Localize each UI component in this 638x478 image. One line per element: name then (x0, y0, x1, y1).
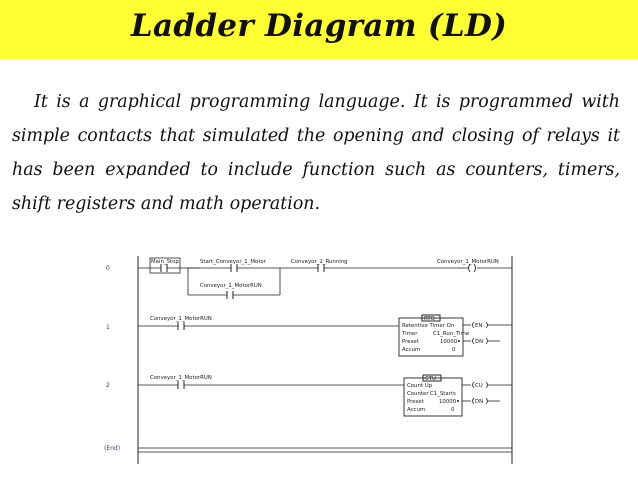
contact-label-rung2: Conveyor_1_MotorRUN (150, 375, 212, 381)
rto-row-value-2: 0 (452, 347, 456, 353)
ladder-diagram (88, 252, 524, 468)
ctu-row-label-2: Accum (407, 407, 426, 413)
rto-row-label-2: Accum (402, 347, 421, 353)
contact-label-main-stop: Main_Stop (151, 259, 179, 265)
rung-0 (138, 258, 512, 299)
title-banner (0, 0, 638, 60)
contact-label-start: Start_Conveyor_1_Motor (200, 259, 266, 265)
rung-end (138, 448, 512, 452)
rto-row-value-1: 10000 (440, 339, 458, 345)
ctu-row-value-0: C1_Starts (430, 391, 456, 397)
ctu-row-label-0: Counter (407, 391, 429, 397)
contact-label-branch: Conveyor_1_MotorRUN (200, 283, 262, 289)
ctu-output-dn: DN (475, 399, 484, 405)
rto-row-value-0: C1_Run_Time (433, 331, 470, 337)
contact-label-rung1: Conveyor_1_MotorRUN (150, 316, 212, 322)
ctu-block-type: CTU (425, 376, 437, 382)
rto-block-title: Retentive Timer On (402, 323, 455, 329)
ctu-block-title: Count Up (407, 383, 433, 389)
rung-number-1: 1 (106, 324, 110, 331)
rto-output-en: EN (475, 323, 483, 329)
rung-2 (138, 375, 512, 416)
rto-block-type: RTO (424, 316, 435, 322)
rto-output-dn: DN (475, 339, 484, 345)
contact-label-conveyor2: Conveyor_2_Running (291, 259, 348, 265)
coil-label: Conveyor_1_MotorRUN (437, 259, 499, 265)
ctu-output-cu: CU (475, 383, 483, 389)
ctu-row-value-2: 0 (451, 407, 455, 413)
ctu-row-label-1: Preset (407, 399, 424, 405)
page-title: Ladder Diagram (LD) (130, 8, 508, 44)
rto-row-label-1: Preset (402, 339, 419, 345)
description-paragraph: It is a graphical programming language. It is programmed with simple contacts that simulated the opening and closing of relays it has been expanded to include function such as counters, timers, shift registers and math operation. (12, 92, 620, 214)
rto-row-label-0: Timer (402, 331, 418, 337)
rung-number-2: 2 (106, 382, 110, 389)
ctu-row-value-1: 10000 (439, 399, 457, 405)
rung-number-end: (End) (104, 445, 121, 452)
rung-1 (138, 315, 512, 356)
rung-number-0: 0 (106, 265, 110, 272)
